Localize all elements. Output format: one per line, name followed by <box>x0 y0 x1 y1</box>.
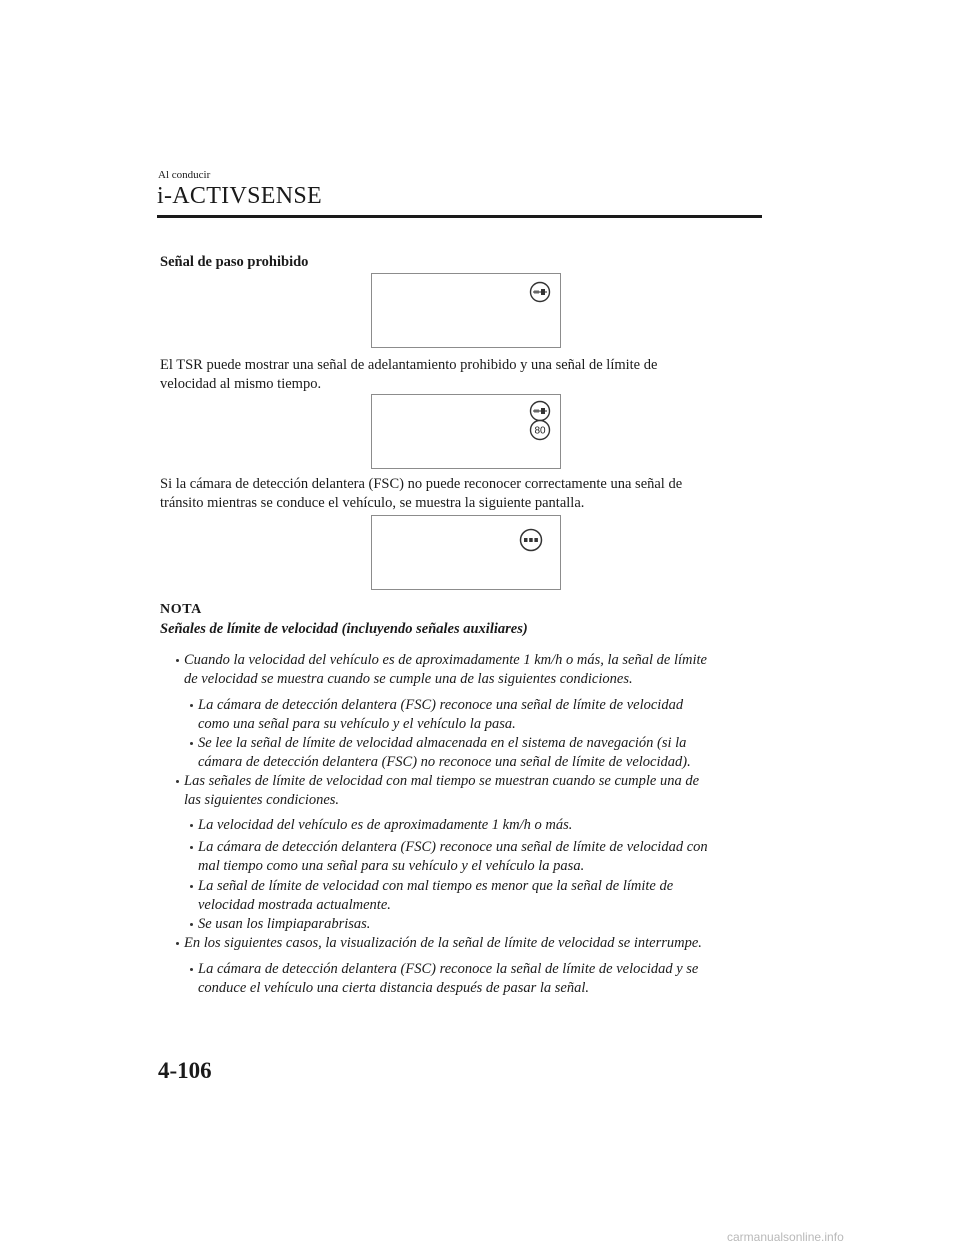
bullet-item <box>198 696 762 734</box>
bullet-item <box>184 772 762 810</box>
sub-heading: Señal de paso prohibido <box>160 254 309 270</box>
display-unrecognized-sign <box>371 515 561 590</box>
bullet-item <box>184 934 762 953</box>
no-passing-sign-icon <box>529 281 551 303</box>
bullet-line: mal tiempo como una señal para su vehículo y el vehículo la pasa. <box>198 858 585 874</box>
bullet-line: La señal de límite de velocidad con mal tiempo es menor que la señal de límite de <box>198 878 674 894</box>
header-rule <box>157 215 762 218</box>
bullet-line: como una señal para su vehículo y el vehículo la pasa. <box>198 716 516 732</box>
display-no-passing-and-speed <box>371 394 561 469</box>
chapter-label: Al conducir <box>158 169 211 181</box>
bullet-dot-icon <box>190 824 193 827</box>
bullet-dot-icon <box>190 704 193 707</box>
bullet-line: velocidad mostrada actualmente. <box>198 897 391 913</box>
speed-limit-sign-icon <box>529 419 551 441</box>
bullet-dot-icon <box>176 942 179 945</box>
section-title: i-ACTIVSENSE <box>157 183 322 209</box>
bullet-line: las siguientes condiciones. <box>184 792 340 808</box>
bullet-line: Se usan los limpiaparabrisas. <box>198 916 371 932</box>
bullet-line: Las señales de límite de velocidad con mal tiempo se muestran cuando se cumple una de <box>184 773 700 789</box>
paragraph-line: tránsito mientras se conduce el vehículo, se muestra la siguiente pantalla. <box>160 495 585 511</box>
bullet-line: Cuando la velocidad del vehículo es de aproximadamente 1 km/h o más, la señal de límite <box>184 652 707 668</box>
bullet-dot-icon <box>176 659 179 662</box>
bullet-dot-icon <box>190 968 193 971</box>
paragraph-line: El TSR puede mostrar una señal de adelantamiento prohibido y una señal de límite de <box>160 357 658 373</box>
bullet-dot-icon <box>190 885 193 888</box>
bullet-line: La cámara de detección delantera (FSC) reconoce una señal de límite de velocidad <box>198 697 684 713</box>
bullet-item <box>198 734 762 772</box>
paragraph-fsc-unrecognized <box>160 475 760 513</box>
nota-label: NOTA <box>160 602 202 617</box>
bullet-line: La cámara de detección delantera (FSC) reconoce la señal de límite de velocidad y se <box>198 961 699 977</box>
unrecognized-sign-icon <box>519 528 543 552</box>
watermark: carmanualsonline.info <box>727 1230 844 1244</box>
bullet-item <box>198 816 762 835</box>
bullet-dot-icon <box>190 846 193 849</box>
bullet-line: cámara de detección delantera (FSC) no reconoce una señal de límite de velocidad). <box>198 754 691 770</box>
paragraph-tsr-simultaneous <box>160 356 760 394</box>
speed-limit-value: 80 <box>534 425 546 437</box>
bullet-item <box>198 915 762 934</box>
paragraph-line: velocidad al mismo tiempo. <box>160 376 322 392</box>
bullet-line: de velocidad se muestra cuando se cumple una de las siguientes condiciones. <box>184 671 633 687</box>
bullet-dot-icon <box>176 780 179 783</box>
display-no-passing <box>371 273 561 348</box>
bullet-line: La velocidad del vehículo es de aproximadamente 1 km/h o más. <box>198 817 573 833</box>
bullet-dot-icon <box>190 923 193 926</box>
bullet-line: La cámara de detección delantera (FSC) reconoce una señal de límite de velocidad con <box>198 839 708 855</box>
bullet-line: conduce el vehículo una cierta distancia después de pasar la señal. <box>198 980 590 996</box>
bullet-item <box>198 960 762 998</box>
bullet-line: En los siguientes casos, la visualización de la señal de límite de velocidad se interrumpe. <box>184 935 702 951</box>
bullet-line: Se lee la señal de límite de velocidad almacenada en el sistema de navegación (si la <box>198 735 687 751</box>
nota-subheading: Señales de límite de velocidad (incluyendo señales auxiliares) <box>160 621 528 637</box>
bullet-item <box>184 651 762 689</box>
bullet-dot-icon <box>190 742 193 745</box>
bullet-item <box>198 838 762 876</box>
bullet-item <box>198 877 762 915</box>
page-number: 4-106 <box>158 1058 212 1083</box>
paragraph-line: Si la cámara de detección delantera (FSC) no puede reconocer correctamente una señal de <box>160 476 683 492</box>
